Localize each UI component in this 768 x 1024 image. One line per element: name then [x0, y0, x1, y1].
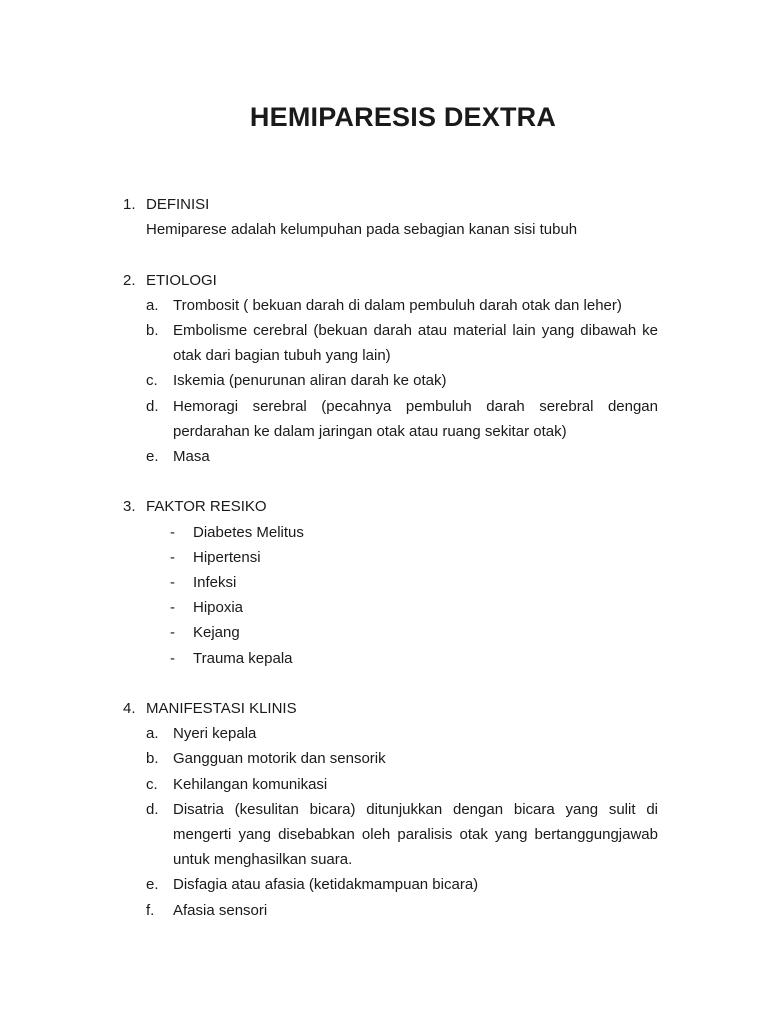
section-heading — [123, 268, 658, 293]
list-item — [123, 646, 658, 671]
list-item-text: Afasia sensori — [173, 901, 268, 919]
section-body: Hemiparese adalah kelumpuhan pada sebagian kanan sisi tubuh — [146, 221, 578, 239]
section-title: MANIFESTASI KLINIS — [146, 700, 297, 718]
section-etiologi — [123, 268, 658, 470]
list-marker: - — [170, 649, 175, 667]
list-marker: a. — [146, 725, 159, 743]
list-item-text: Kejang — [193, 624, 240, 642]
list-item-text: Trombosit ( bekuan darah di dalam pembuluh darah otak dan leher) — [173, 296, 622, 314]
list-item-text: Diabetes Melitus — [193, 523, 304, 541]
section-manifestasi-klinis — [123, 696, 658, 923]
list-marker: f. — [146, 901, 155, 919]
list-item-text: Hipertensi — [193, 548, 261, 566]
list-marker: - — [170, 523, 175, 541]
list-marker: a. — [146, 296, 159, 314]
list-marker: - — [170, 548, 175, 566]
list-marker: - — [170, 624, 175, 642]
section-heading — [123, 494, 658, 519]
list-marker: d. — [146, 800, 159, 818]
list-item-text: Disatria (kesulitan bicara) ditunjukkan dengan bicara yang sulit di mengerti yang disebabkan oleh paralisis otak yang bertanggungjawab untuk menghasilkan suara. — [173, 800, 658, 869]
section-definisi — [123, 192, 658, 242]
list-item — [123, 797, 658, 873]
list-item — [123, 620, 658, 645]
section-number: 1. — [123, 196, 136, 213]
list-item-text: Nyeri kepala — [173, 725, 257, 743]
document-title: HEMIPARESIS DEXTRA — [249, 102, 557, 132]
section-heading — [123, 192, 658, 217]
section-faktor-resiko — [123, 494, 658, 670]
list-marker: b. — [146, 750, 159, 768]
list-item-text: Infeksi — [193, 574, 237, 592]
list-item-text: Hipoxia — [193, 599, 244, 617]
list-item — [123, 721, 658, 746]
list-item-text: Masa — [173, 448, 210, 466]
list-marker: c. — [146, 775, 158, 793]
list-item-text: Trauma kepala — [193, 649, 293, 667]
list-item — [123, 545, 658, 570]
list-item — [123, 570, 658, 595]
section-heading — [123, 696, 658, 721]
list-item-text: Iskemia (penurunan aliran darah ke otak) — [173, 372, 447, 390]
list-marker: e. — [146, 876, 159, 894]
section-number: 3. — [123, 498, 136, 516]
list-marker: d. — [146, 397, 159, 415]
section-number: 2. — [123, 271, 136, 289]
list-item — [123, 520, 658, 545]
list-item — [123, 595, 658, 620]
document-content — [123, 192, 658, 948]
list-marker: b. — [146, 322, 159, 339]
list-item — [123, 772, 658, 797]
list-item-text: Embolisme cerebral (bekuan darah atau material lain yang dibawah ke otak dari bagian tubuh yang lain) — [173, 322, 658, 365]
section-number: 4. — [123, 700, 136, 718]
list-item-text: Gangguan motorik dan sensorik — [173, 750, 386, 768]
list-marker: - — [170, 599, 175, 617]
list-item — [123, 444, 658, 469]
list-item — [123, 368, 658, 393]
list-item-text: Hemoragi serebral (pecahnya pembuluh darah serebral dengan perdarahan ke dalam jaringan otak atau ruang sekitar otak) — [173, 397, 658, 440]
list-item-text: Kehilangan komunikasi — [173, 775, 328, 793]
list-marker: e. — [146, 448, 159, 466]
list-item — [123, 293, 658, 318]
list-item — [123, 872, 658, 897]
list-item — [123, 898, 658, 923]
list-marker: c. — [146, 372, 158, 390]
list-item-text: Disfagia atau afasia (ketidakmampuan bicara) — [173, 876, 479, 894]
section-title: FAKTOR RESIKO — [146, 498, 267, 516]
list-marker: - — [170, 574, 175, 592]
section-title: DEFINISI — [146, 196, 210, 213]
list-item — [123, 746, 658, 771]
section-title: ETIOLOGI — [146, 271, 217, 289]
list-item — [123, 394, 658, 444]
list-item — [123, 318, 658, 368]
